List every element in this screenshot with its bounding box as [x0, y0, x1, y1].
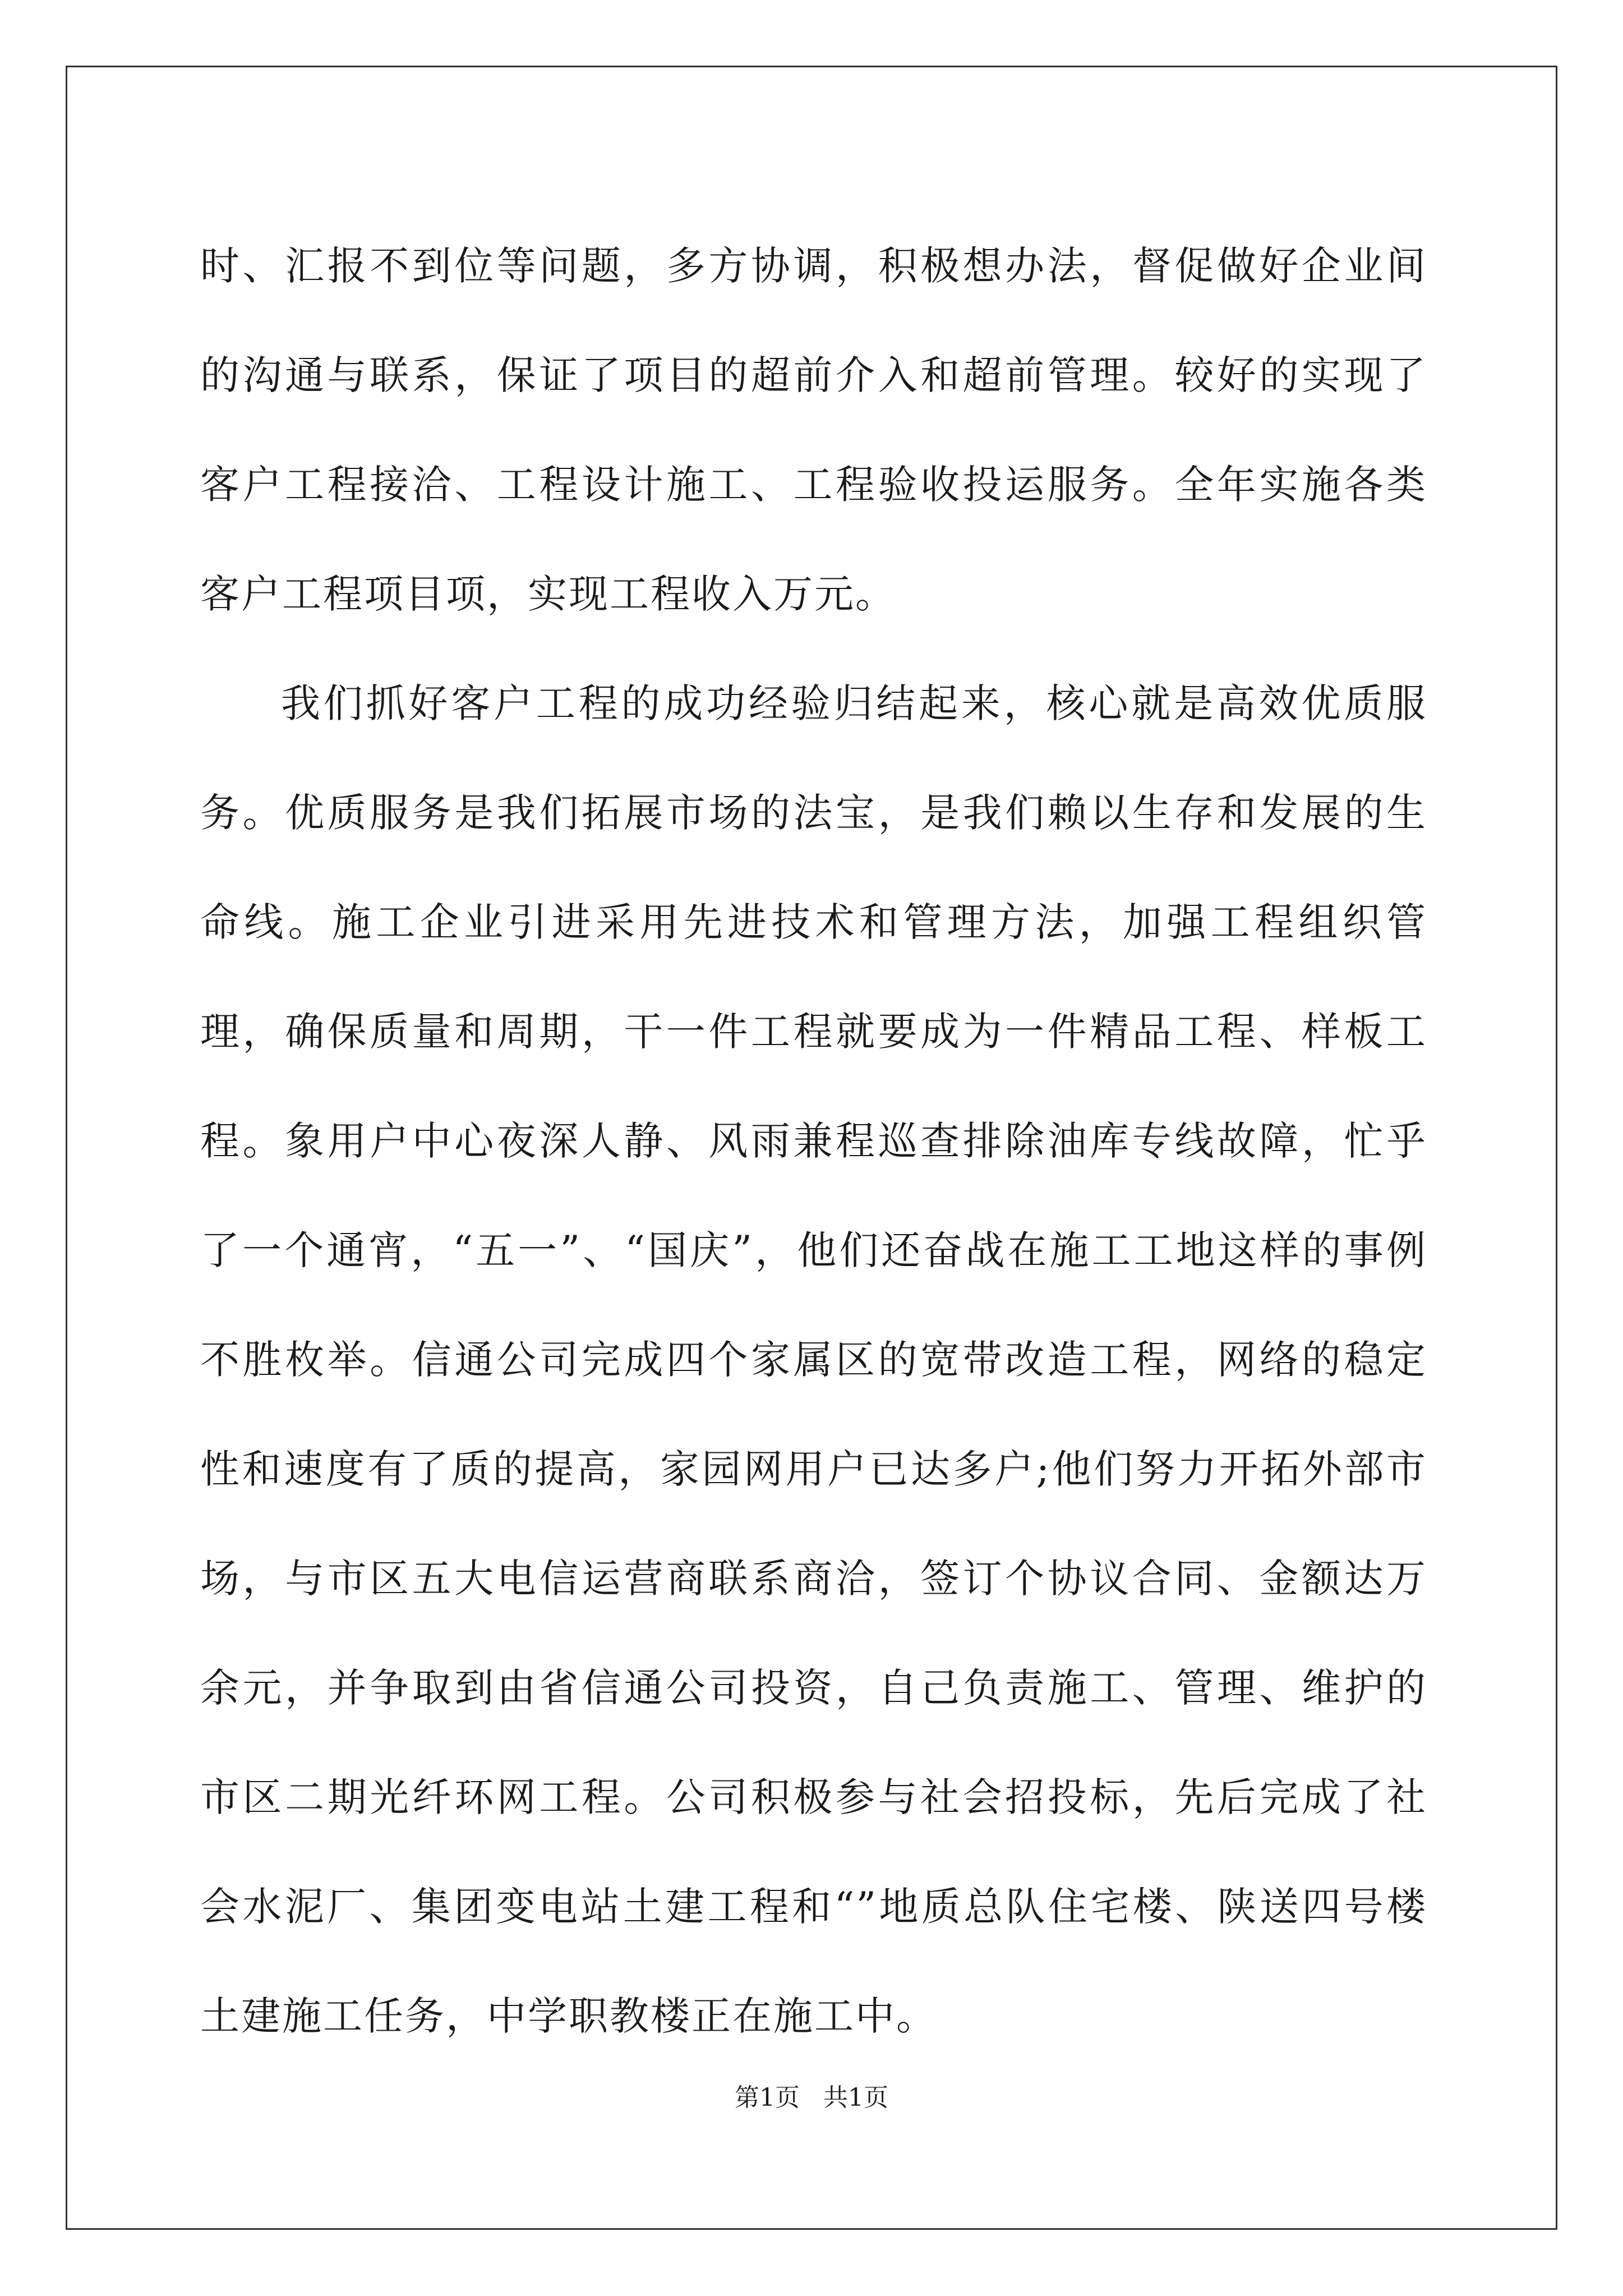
- page-number: 第1页: [735, 2083, 800, 2112]
- page-footer: [0, 2081, 1623, 2115]
- document-body: [200, 211, 1427, 2071]
- paragraph-1: 时、汇报不到位等问题，多方协调，积极想办法，督促做好企业间的沟通与联系，保证了项目的超前介入和超前管理。较好的实现了客户工程接洽、工程设计施工、工程验收投运服务。全年实施各类客户工程项目项，实现工程收入万元。: [200, 243, 1427, 617]
- footer-gap: [800, 2083, 823, 2112]
- page-total: 共1页: [823, 2083, 888, 2112]
- paragraph-2: 我们抓好客户工程的成功经验归结起来，核心就是高效优质服务。优质服务是我们拓展市场的法宝，是我们赖以生存和发展的生命线。施工企业引进采用先进技术和管理方法，加强工程组织管理，确保质量和周期，干一件工程就要成为一件精品工程、样板工程。象用户中心夜深人静、风雨兼程巡查排除油库专线故障，忙乎了一个通宵，“五一”、“国庆”，他们还奋战在施工工地这样的事例不胜枚举。信通公司完成四个家属区的宽带改造工程，网络的稳定性和速度有了质的提高，家园网用户已达多户;他们努力开拓外部市场，与市区五大电信运营商联系商洽，签订个协议合同、金额达万余元，并争取到由省信通公司投资，自己负责施工、管理、维护的市区二期光纤环网工程。公司积极参与社会招投标，先后完成了社会水泥厂、集团变电站土建工程和“”地质总队住宅楼、陕送四号楼土建施工任务，中学职教楼正在施工中。: [200, 680, 1427, 2039]
